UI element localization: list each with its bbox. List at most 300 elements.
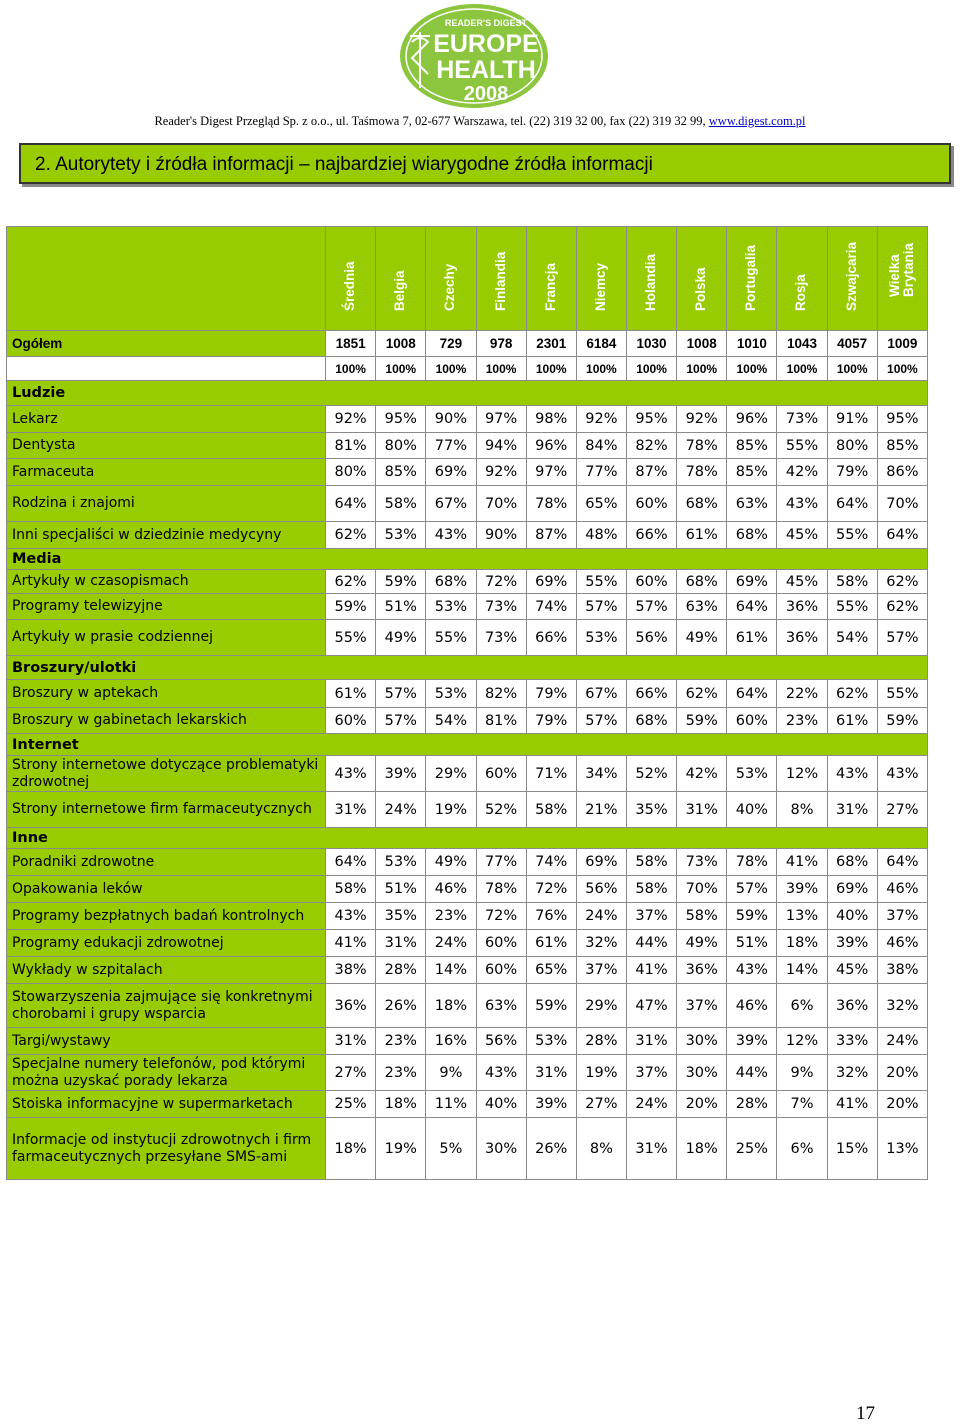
value-cell: 39%	[727, 1028, 777, 1055]
value-cell: 18%	[677, 1118, 727, 1180]
value-cell: 24%	[426, 930, 476, 957]
table-row	[7, 903, 928, 930]
value-cell: 20%	[877, 1091, 927, 1118]
total-percent-cell: 100%	[476, 357, 526, 381]
value-cell: 65%	[526, 957, 576, 984]
value-cell: 58%	[827, 570, 877, 594]
value-cell: 41%	[777, 849, 827, 876]
page-number: 17	[856, 1403, 875, 1424]
value-cell: 95%	[626, 406, 676, 433]
value-cell: 72%	[476, 903, 526, 930]
value-cell: 92%	[476, 459, 526, 486]
table-row	[7, 756, 928, 792]
value-cell: 29%	[576, 984, 626, 1028]
value-cell: 97%	[526, 459, 576, 486]
value-cell: 15%	[827, 1118, 877, 1180]
value-cell: 9%	[426, 1055, 476, 1091]
value-cell: 41%	[626, 957, 676, 984]
total-count-cell: 6184	[576, 331, 626, 357]
value-cell: 64%	[877, 849, 927, 876]
logo-graphic	[398, 2, 550, 110]
value-cell: 31%	[626, 1028, 676, 1055]
value-cell: 87%	[626, 459, 676, 486]
value-cell: 42%	[777, 459, 827, 486]
value-cell: 23%	[777, 708, 827, 734]
value-cell: 20%	[677, 1091, 727, 1118]
value-cell: 36%	[326, 984, 376, 1028]
row-label: Farmaceuta	[7, 459, 326, 486]
survey-table	[6, 226, 928, 1180]
value-cell: 57%	[376, 708, 426, 734]
value-cell: 32%	[827, 1055, 877, 1091]
value-cell: 65%	[576, 486, 626, 522]
value-cell: 24%	[877, 1028, 927, 1055]
value-cell: 54%	[827, 620, 877, 656]
column-header	[877, 227, 927, 331]
header-corner-cell	[7, 227, 326, 331]
value-cell: 79%	[526, 680, 576, 708]
column-header-label: Holandia	[642, 253, 658, 311]
value-cell: 59%	[376, 570, 426, 594]
value-cell: 91%	[827, 406, 877, 433]
total-percent-cell: 100%	[376, 357, 426, 381]
value-cell: 41%	[326, 930, 376, 957]
value-cell: 81%	[326, 433, 376, 459]
column-header	[727, 227, 777, 331]
value-cell: 96%	[727, 406, 777, 433]
value-cell: 13%	[777, 903, 827, 930]
column-header	[526, 227, 576, 331]
value-cell: 44%	[626, 930, 676, 957]
value-cell: 66%	[526, 620, 576, 656]
row-label: Programy bezpłatnych badań kontrolnych	[7, 903, 326, 930]
value-cell: 95%	[376, 406, 426, 433]
value-cell: 76%	[526, 903, 576, 930]
value-cell: 49%	[426, 849, 476, 876]
value-cell: 37%	[877, 903, 927, 930]
value-cell: 92%	[677, 406, 727, 433]
value-cell: 36%	[827, 984, 877, 1028]
value-cell: 92%	[326, 406, 376, 433]
value-cell: 78%	[727, 849, 777, 876]
value-cell: 31%	[376, 930, 426, 957]
value-cell: 84%	[576, 433, 626, 459]
column-header-label: Wielka Brytania	[886, 242, 916, 297]
value-cell: 45%	[827, 957, 877, 984]
total-percent-cell: 100%	[426, 357, 476, 381]
total-count-cell: 1009	[877, 331, 927, 357]
value-cell: 18%	[426, 984, 476, 1028]
website-link[interactable]: www.digest.com.pl	[708, 114, 806, 128]
value-cell: 38%	[326, 957, 376, 984]
value-cell: 81%	[476, 708, 526, 734]
value-cell: 36%	[777, 620, 827, 656]
table-row	[7, 849, 928, 876]
table-row	[7, 930, 928, 957]
value-cell: 39%	[777, 876, 827, 903]
logo-text-readers-digest: READER'S DIGEST	[444, 18, 528, 28]
value-cell: 70%	[877, 486, 927, 522]
value-cell: 68%	[626, 708, 676, 734]
value-cell: 46%	[877, 930, 927, 957]
row-label: Strony internetowe firm farmaceutycznych	[7, 792, 326, 828]
table-body	[7, 227, 928, 1180]
value-cell: 12%	[777, 1028, 827, 1055]
value-cell: 96%	[526, 433, 576, 459]
value-cell: 56%	[576, 876, 626, 903]
value-cell: 85%	[877, 433, 927, 459]
value-cell: 29%	[426, 756, 476, 792]
value-cell: 82%	[476, 680, 526, 708]
country-header-row	[7, 227, 928, 331]
value-cell: 69%	[426, 459, 476, 486]
value-cell: 74%	[526, 849, 576, 876]
value-cell: 64%	[727, 594, 777, 620]
table-row	[7, 620, 928, 656]
table-row	[7, 708, 928, 734]
value-cell: 14%	[426, 957, 476, 984]
value-cell: 30%	[677, 1028, 727, 1055]
value-cell: 55%	[877, 680, 927, 708]
value-cell: 60%	[326, 708, 376, 734]
value-cell: 57%	[376, 680, 426, 708]
total-count-cell: 4057	[827, 331, 877, 357]
value-cell: 60%	[476, 756, 526, 792]
value-cell: 22%	[777, 680, 827, 708]
value-cell: 80%	[827, 433, 877, 459]
total-percent-cell: 100%	[727, 357, 777, 381]
value-cell: 78%	[677, 433, 727, 459]
value-cell: 66%	[626, 680, 676, 708]
column-header-label: Portugalia	[743, 244, 759, 311]
value-cell: 24%	[576, 903, 626, 930]
value-cell: 44%	[727, 1055, 777, 1091]
value-cell: 47%	[626, 984, 676, 1028]
value-cell: 31%	[326, 792, 376, 828]
value-cell: 92%	[576, 406, 626, 433]
column-header	[326, 227, 376, 331]
value-cell: 52%	[626, 756, 676, 792]
table-row	[7, 594, 928, 620]
column-header	[677, 227, 727, 331]
value-cell: 27%	[326, 1055, 376, 1091]
total-count-cell: 1043	[777, 331, 827, 357]
value-cell: 13%	[877, 1118, 927, 1180]
value-cell: 37%	[626, 1055, 676, 1091]
value-cell: 30%	[677, 1055, 727, 1091]
value-cell: 40%	[827, 903, 877, 930]
column-header-label: Finlandia	[492, 251, 508, 311]
value-cell: 59%	[326, 594, 376, 620]
value-cell: 55%	[827, 594, 877, 620]
value-cell: 79%	[827, 459, 877, 486]
value-cell: 68%	[677, 570, 727, 594]
row-label: Specjalne numery telefonów, pod którymi można uzyskać porady lekarza	[7, 1055, 326, 1091]
total-percent-cell: 100%	[777, 357, 827, 381]
row-label: Programy telewizyjne	[7, 594, 326, 620]
value-cell: 23%	[376, 1055, 426, 1091]
value-cell: 62%	[827, 680, 877, 708]
value-cell: 86%	[877, 459, 927, 486]
value-cell: 62%	[877, 594, 927, 620]
value-cell: 61%	[326, 680, 376, 708]
value-cell: 51%	[376, 594, 426, 620]
row-label: Inni specjaliści w dziedzinie medycyny	[7, 522, 326, 549]
value-cell: 60%	[476, 957, 526, 984]
category-label: Internet	[7, 734, 928, 756]
value-cell: 46%	[426, 876, 476, 903]
column-header	[777, 227, 827, 331]
value-cell: 46%	[877, 876, 927, 903]
value-cell: 55%	[426, 620, 476, 656]
value-cell: 20%	[877, 1055, 927, 1091]
value-cell: 43%	[326, 903, 376, 930]
value-cell: 55%	[576, 570, 626, 594]
value-cell: 18%	[376, 1091, 426, 1118]
category-row	[7, 381, 928, 406]
value-cell: 61%	[526, 930, 576, 957]
value-cell: 56%	[626, 620, 676, 656]
column-header-label: Średnia	[342, 260, 358, 311]
value-cell: 6%	[777, 984, 827, 1028]
value-cell: 49%	[376, 620, 426, 656]
row-label: Wykłady w szpitalach	[7, 957, 326, 984]
value-cell: 43%	[426, 522, 476, 549]
logo-text-health: HEALTH	[436, 56, 536, 84]
row-label: Broszury w gabinetach lekarskich	[7, 708, 326, 734]
column-header-label: Niemcy	[592, 262, 608, 311]
value-cell: 7%	[777, 1091, 827, 1118]
table-row	[7, 486, 928, 522]
logo-text-europe: EUROPE	[433, 30, 539, 58]
value-cell: 24%	[626, 1091, 676, 1118]
value-cell: 45%	[777, 570, 827, 594]
value-cell: 59%	[877, 708, 927, 734]
value-cell: 58%	[677, 903, 727, 930]
value-cell: 57%	[576, 708, 626, 734]
value-cell: 73%	[777, 406, 827, 433]
table-row	[7, 1055, 928, 1091]
value-cell: 95%	[877, 406, 927, 433]
value-cell: 69%	[827, 876, 877, 903]
value-cell: 61%	[727, 620, 777, 656]
value-cell: 34%	[576, 756, 626, 792]
value-cell: 5%	[426, 1118, 476, 1180]
total-count-cell: 1008	[677, 331, 727, 357]
row-label: Artykuły w czasopismach	[7, 570, 326, 594]
value-cell: 85%	[727, 433, 777, 459]
value-cell: 68%	[426, 570, 476, 594]
value-cell: 90%	[476, 522, 526, 549]
value-cell: 39%	[827, 930, 877, 957]
value-cell: 87%	[526, 522, 576, 549]
value-cell: 98%	[526, 406, 576, 433]
value-cell: 23%	[426, 903, 476, 930]
value-cell: 11%	[426, 1091, 476, 1118]
value-cell: 58%	[376, 486, 426, 522]
column-header	[476, 227, 526, 331]
value-cell: 68%	[677, 486, 727, 522]
value-cell: 77%	[476, 849, 526, 876]
total-percent-cell: 100%	[576, 357, 626, 381]
value-cell: 63%	[476, 984, 526, 1028]
value-cell: 53%	[376, 849, 426, 876]
value-cell: 31%	[326, 1028, 376, 1055]
value-cell: 60%	[476, 930, 526, 957]
value-cell: 74%	[526, 594, 576, 620]
total-percent-cell: 100%	[877, 357, 927, 381]
value-cell: 18%	[326, 1118, 376, 1180]
value-cell: 64%	[877, 522, 927, 549]
value-cell: 53%	[526, 1028, 576, 1055]
value-cell: 57%	[727, 876, 777, 903]
row-label: Rodzina i znajomi	[7, 486, 326, 522]
value-cell: 19%	[376, 1118, 426, 1180]
total-count-cell: 978	[476, 331, 526, 357]
value-cell: 73%	[476, 620, 526, 656]
row-label: Dentysta	[7, 433, 326, 459]
value-cell: 31%	[827, 792, 877, 828]
table-row	[7, 1091, 928, 1118]
value-cell: 70%	[677, 876, 727, 903]
value-cell: 90%	[426, 406, 476, 433]
value-cell: 37%	[677, 984, 727, 1028]
value-cell: 43%	[476, 1055, 526, 1091]
table-row	[7, 406, 928, 433]
totals-label: Ogółem	[7, 331, 326, 357]
value-cell: 78%	[526, 486, 576, 522]
value-cell: 18%	[777, 930, 827, 957]
value-cell: 53%	[727, 756, 777, 792]
value-cell: 42%	[677, 756, 727, 792]
table-row	[7, 680, 928, 708]
totals-percent-row	[7, 357, 928, 381]
value-cell: 37%	[626, 903, 676, 930]
value-cell: 36%	[777, 594, 827, 620]
value-cell: 59%	[526, 984, 576, 1028]
value-cell: 43%	[877, 756, 927, 792]
value-cell: 55%	[827, 522, 877, 549]
value-cell: 40%	[727, 792, 777, 828]
value-cell: 8%	[576, 1118, 626, 1180]
category-row	[7, 734, 928, 756]
total-percent-cell: 100%	[326, 357, 376, 381]
category-label: Inne	[7, 828, 928, 849]
column-header-label: Belgia	[392, 269, 408, 311]
value-cell: 35%	[376, 903, 426, 930]
value-cell: 43%	[777, 486, 827, 522]
value-cell: 16%	[426, 1028, 476, 1055]
row-label: Opakowania leków	[7, 876, 326, 903]
value-cell: 80%	[326, 459, 376, 486]
value-cell: 64%	[727, 680, 777, 708]
value-cell: 32%	[877, 984, 927, 1028]
value-cell: 49%	[677, 930, 727, 957]
value-cell: 39%	[526, 1091, 576, 1118]
category-label: Ludzie	[7, 381, 928, 406]
table-row	[7, 522, 928, 549]
value-cell: 24%	[376, 792, 426, 828]
value-cell: 19%	[576, 1055, 626, 1091]
column-header	[576, 227, 626, 331]
value-cell: 28%	[376, 957, 426, 984]
value-cell: 28%	[576, 1028, 626, 1055]
value-cell: 25%	[727, 1118, 777, 1180]
value-cell: 64%	[827, 486, 877, 522]
value-cell: 27%	[576, 1091, 626, 1118]
value-cell: 63%	[677, 594, 727, 620]
value-cell: 58%	[526, 792, 576, 828]
row-label: Poradniki zdrowotne	[7, 849, 326, 876]
value-cell: 61%	[677, 522, 727, 549]
value-cell: 79%	[526, 708, 576, 734]
value-cell: 8%	[777, 792, 827, 828]
total-percent-cell: 100%	[677, 357, 727, 381]
value-cell: 68%	[827, 849, 877, 876]
value-cell: 21%	[576, 792, 626, 828]
value-cell: 31%	[626, 1118, 676, 1180]
category-row	[7, 549, 928, 570]
value-cell: 48%	[576, 522, 626, 549]
value-cell: 52%	[476, 792, 526, 828]
table-row	[7, 792, 928, 828]
table-row	[7, 957, 928, 984]
value-cell: 60%	[727, 708, 777, 734]
value-cell: 58%	[326, 876, 376, 903]
total-count-cell: 1851	[326, 331, 376, 357]
value-cell: 60%	[626, 570, 676, 594]
value-cell: 23%	[376, 1028, 426, 1055]
table-row	[7, 1118, 928, 1180]
value-cell: 14%	[777, 957, 827, 984]
column-header-label: Rosja	[793, 273, 809, 311]
value-cell: 73%	[476, 594, 526, 620]
table-row	[7, 459, 928, 486]
table-row	[7, 570, 928, 594]
value-cell: 28%	[727, 1091, 777, 1118]
value-cell: 36%	[677, 957, 727, 984]
column-header	[827, 227, 877, 331]
row-label: Broszury w aptekach	[7, 680, 326, 708]
column-header-label: Polska	[693, 266, 709, 311]
value-cell: 31%	[677, 792, 727, 828]
value-cell: 31%	[526, 1055, 576, 1091]
value-cell: 59%	[727, 903, 777, 930]
column-header-label: Francja	[542, 262, 558, 311]
totals-percent-label	[7, 357, 326, 381]
value-cell: 72%	[476, 570, 526, 594]
category-label: Broszury/ulotki	[7, 656, 928, 680]
value-cell: 58%	[626, 849, 676, 876]
total-percent-cell: 100%	[526, 357, 576, 381]
value-cell: 53%	[376, 522, 426, 549]
value-cell: 53%	[426, 594, 476, 620]
value-cell: 12%	[777, 756, 827, 792]
value-cell: 35%	[626, 792, 676, 828]
value-cell: 43%	[827, 756, 877, 792]
row-label: Stoiska informacyjne w supermarketach	[7, 1091, 326, 1118]
value-cell: 54%	[426, 708, 476, 734]
logo-text-year: 2008	[463, 83, 509, 105]
total-count-cell: 1008	[376, 331, 426, 357]
value-cell: 78%	[476, 876, 526, 903]
value-cell: 38%	[877, 957, 927, 984]
value-cell: 77%	[426, 433, 476, 459]
value-cell: 46%	[727, 984, 777, 1028]
category-row	[7, 828, 928, 849]
value-cell: 70%	[476, 486, 526, 522]
value-cell: 60%	[626, 486, 676, 522]
